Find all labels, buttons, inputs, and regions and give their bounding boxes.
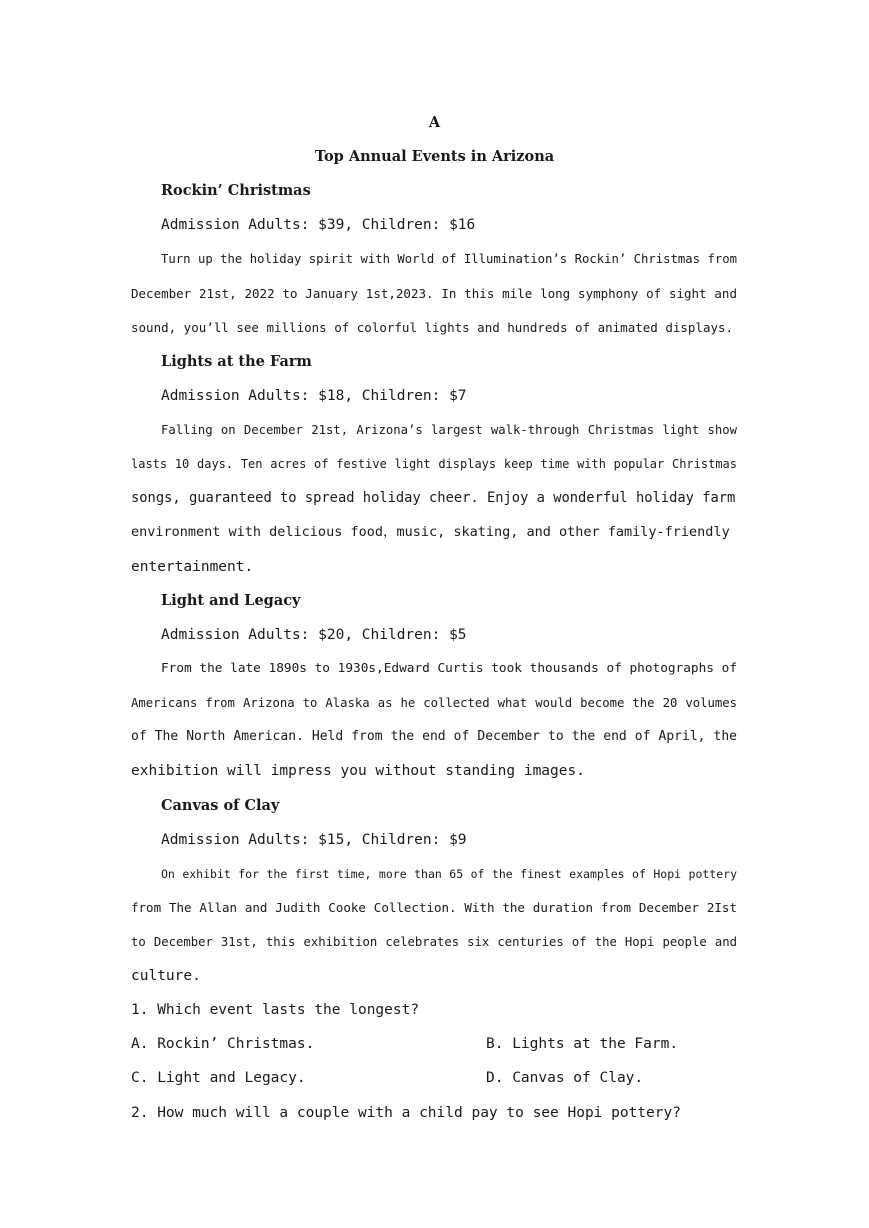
event-text-line: of The North American. Held from the end of December to the end of April, the	[131, 729, 737, 744]
event-text-line: culture.	[131, 968, 201, 984]
event-text-line: from The Allan and Judith Cooke Collection. With the duration from December 2Ist	[131, 900, 737, 915]
option-d: D. Canvas of Clay.	[486, 1070, 644, 1086]
event-text-line: December 21st, 2022 to January 1st,2023. In this mile long symphony of sight and	[131, 286, 737, 301]
event-heading: Rockin’ Christmas	[161, 182, 311, 199]
page-title: Top Annual Events in Arizona	[314, 148, 555, 165]
event-text-line: lasts 10 days. Ten acres of festive light displays keep time with popular Christmas	[131, 457, 737, 471]
option-c: C. Light and Legacy.	[131, 1070, 306, 1086]
event-heading: Light and Legacy	[161, 592, 301, 609]
event-text-line: exhibition will impress you without standing images.	[131, 763, 585, 779]
event-text-line: On exhibit for the first time, more than 65 of the finest examples of Hopi pottery	[161, 867, 737, 881]
event-heading: Canvas of Clay	[161, 797, 280, 814]
event-text-line: Americans from Arizona to Alaska as he collected what would become the 20 volumes	[131, 696, 737, 710]
question-stem: 1. Which event lasts the longest?	[131, 1002, 420, 1018]
event-text-line: to December 31st, this exhibition celebrates six centuries of the Hopi people and	[131, 935, 737, 949]
event-text-line: Falling on December 21st, Arizona’s largest walk-through Christmas light show	[161, 423, 737, 437]
event-admission: Admission Adults: $18, Children: $7	[161, 388, 467, 404]
event-text-line: Turn up the holiday spirit with World of Illumination’s Rockin’ Christmas from	[161, 252, 737, 266]
event-text-line: From the late 1890s to 1930s,Edward Curtis took thousands of photographs of	[161, 661, 737, 676]
event-heading: Lights at the Farm	[161, 353, 312, 370]
question-stem: 2. How much will a couple with a child pay to see Hopi pottery?	[131, 1105, 681, 1121]
event-text-line: songs, guaranteed to spread holiday cheer. Enjoy a wonderful holiday farm	[131, 490, 736, 506]
event-admission: Admission Adults: $15, Children: $9	[161, 832, 467, 848]
event-text-line: sound, you’ll see millions of colorful lights and hundreds of animated displays.	[131, 320, 734, 335]
event-admission: Admission Adults: $20, Children: $5	[161, 627, 467, 643]
event-text-line: entertainment.	[131, 559, 254, 575]
event-admission: Admission Adults: $39, Children: $16	[161, 217, 476, 233]
option-b: B. Lights at the Farm.	[486, 1036, 679, 1052]
option-a: A. Rockin’ Christmas.	[131, 1036, 315, 1052]
event-text-line: environment with delicious food，music, skating, and other family-friendly	[131, 524, 730, 540]
section-letter: A	[428, 114, 441, 131]
